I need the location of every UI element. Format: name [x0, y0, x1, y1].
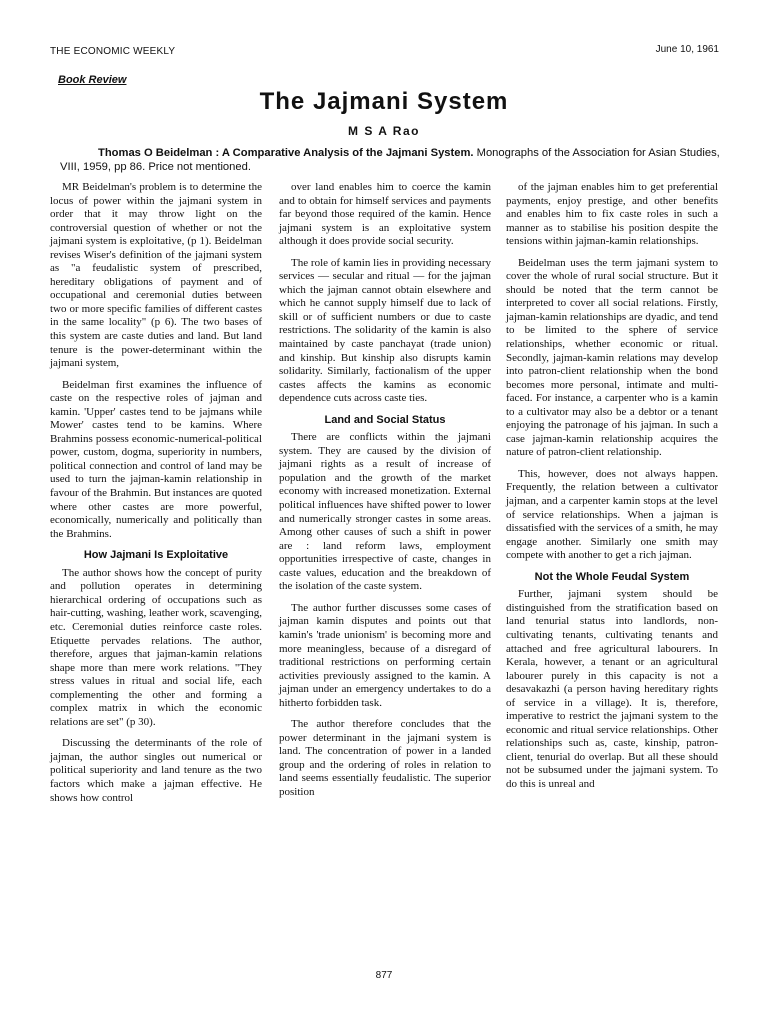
bib-book-title: Thomas O Beidelman : A Comparative Analysis of the Jajmani System.: [98, 147, 474, 159]
paragraph: MR Beidelman's problem is to determine the locus of power within the jajmani system in order that it may throw light on the controversial question of whether or not the jajmani system is exploitative, (p 1). Beidelman revises Wiser's definition of the jajmani system as "a feudalistic system of prescribed, hereditary obligations of payment and of occupational and ceremonial duties between two or more specific families of different castes in the same locality" (p 6). The two bases of this system are caste duties and land. But land tenure is the power-determinant within the jajmani system,: [50, 181, 262, 370]
paragraph: The author further discusses some cases of jajman kamin disputes and points out that kamin's 'trade unionism' is becoming more and more meaningless, because of a disregard of traditional restrictions on performing certain activities previously assigned to the kamin. A jajman under an emergency undertakes to do a hitherto forbidden task.: [279, 601, 491, 709]
article-title: The Jajmani System: [259, 88, 509, 115]
paragraph: This, however, does not always happen. Frequently, the relation between a cultivator jajman, and a carpenter kamin stops at the level of service relationships. When a jajman is dissatisfied with the services of a smith, he may engage another. Similarly one smith may compete with another to get a rich jajman.: [506, 467, 718, 562]
paragraph: Beidelman first examines the influence of caste on the respective roles of jajman and kamin. 'Upper' castes tend to be jajmans while Mower' castes tend to be kamins. Where Brahmins possess economic-numerical-political power, custom, dogma, superiority in numbers, political connection and control of land may be used to turn the jajman-kamin relationship in favour of the Brahmin. But instances are quoted where other castes are more powerful, economically, numerically and politically than the Brahmins.: [50, 378, 262, 540]
paragraph: The role of kamin lies in providing necessary services — secular and ritual — for the jajman which the jajman cannot obtain elsewhere and which he cannot supply himself due to lack of skill or of sufficient numbers or due to caste restrictions. The solidarity of the kamin is also maintained by caste panchayat (trade union) and kinship. But kinship also disrupts kamin solidarity. Similarly, factionalism of the upper castes affects the kamins as economic dependence cuts across caste ties.: [279, 256, 491, 405]
journal-name: THE ECONOMIC WEEKLY: [50, 46, 176, 57]
issue-date: June 10, 1961: [655, 44, 719, 55]
paragraph: over land enables him to coerce the kamin and to obtain for himself services and payments far beyond those required of the kamin. Hence jajmani system is an exploitative system although it does provide social security.: [279, 181, 491, 248]
paragraph: Beidelman uses the term jajmani system to cover the whole of rural social structure. But it should be noted that the term cannot be interpreted to cover all social relations. Firstly, jajman-kamin relationships are dyadic, and tend to be limited to the sphere of service relationships, whether economic or ritual. Secondly, jajman-kamin relations may develop into patron-client relationship when the bond becomes more personal, intimate and multi-faced. For instance, a carpenter who is a kamin to a cultivator may also be a debtor or a tenant enjoying the patronage of his jajman. In such a case jajman-kamin relationship acquires the nature of patron-client relationship.: [506, 256, 718, 459]
paragraph: The author therefore concludes that the power determinant in the jajmani system is land. The concentration of power in a landed group and the ordering of roles in relation to land seems essentially feudalistic. The superior position: [279, 718, 491, 798]
text-column-2: [279, 181, 491, 808]
subheading: Land and Social Status: [324, 413, 446, 426]
paragraph: There are conflicts within the jajmani system. They are caused by the division of jajmani rights as a result of increase of population and the growth of the market economy with increased monetization. External political influences have shifted power to lower and numerically stronger castes in some areas. Among other causes of such a shift in power are : land reform laws, employment opportunities irrespective of caste, changes in caste values, education and the breakdown of the isolation of the caste system.: [279, 431, 491, 593]
subheading: How Jajmani Is Exploitative: [83, 549, 229, 562]
text-column-1: [50, 181, 262, 813]
paragraph: Further, jajmani system should be distinguished from the stratification based on land tenurial status into landlords, non-cultivating tenants, cultivating tenants and attached and free agricultural labourers. In Kerala, however, a tenant or an agricultural labourer purely in this capacity is not a desavakazhi (a person having hereditary rights of service in a village). It is, therefore, imperative to restrict the jajmani system to the economic and ritual service relationships. Other relationships such as, caste, kinship, patron-client, tenurial do overlap. But all these should not be subsumed under the jajmani system. To do this is unreal and: [506, 588, 718, 790]
paragraph: of the jajman enables him to get preferential payments, enjoy prestige, and other benefits and enables him to fix caste roles in such a manner as to stabilise his position despite the tensions within jajman-kamin relationships.: [506, 181, 718, 248]
subheading: Not the Whole Feudal System: [534, 570, 690, 583]
paragraph: The author shows how the concept of purity and pollution operates in determining hierarchical ordering of occupations such as hair-cutting, washing, leather work, scavenging, etc. Ceremonial duties reinforce caste roles. Etiquette pervades relations. The author, therefore, argues that jajman-kamin relations shape more than mere work relations. "They stress values in ritual and social life, each complementing the other and forming a complex matrix in which the economic relations are set" (p 30).: [50, 566, 262, 728]
bibliographic-entry: [60, 146, 720, 174]
bib-details: Monographs of the Association for Asian Studies, VIII, 1959, pp 86. Price not mentioned.: [60, 147, 720, 173]
paragraph: Discussing the determinants of the role of jajman, the author singles out numerical or political superiority and land tenure as the two factors which make a jajman effective. He shows how control: [50, 737, 262, 804]
article-author: M S A Rao: [348, 124, 420, 138]
section-label: Book Review: [58, 74, 127, 86]
text-column-3: [506, 181, 718, 800]
page-number: 877: [375, 970, 393, 981]
